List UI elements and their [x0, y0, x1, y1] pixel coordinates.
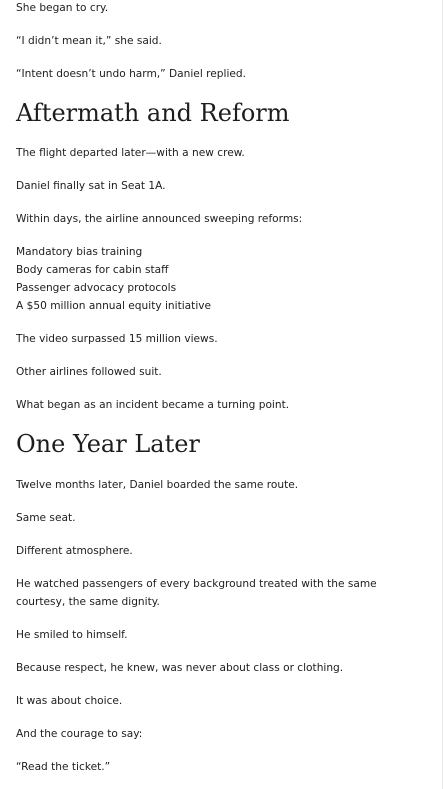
paragraph: Daniel finally sat in Seat 1A.: [16, 180, 166, 192]
paragraph: It was about choice.: [16, 695, 123, 707]
reforms-list: [16, 243, 211, 315]
paragraph: Within days, the airline announced sweeping reforms:: [16, 213, 303, 225]
paragraph: He smiled to himself.: [16, 629, 128, 641]
section-heading-one-year-later: One Year Later: [16, 430, 200, 458]
paragraph: Twelve months later, Daniel boarded the same route.: [16, 479, 299, 491]
paragraph: The flight departed later—with a new crew.: [16, 147, 245, 159]
section-heading-aftermath: Aftermath and Reform: [16, 99, 290, 127]
paragraph: The video surpassed 15 million views.: [16, 333, 218, 345]
paragraph: “Intent doesn’t undo harm,” Daniel replied.: [16, 68, 246, 80]
list-item: Body cameras for cabin staff: [16, 264, 169, 276]
list-item: Mandatory bias training: [16, 246, 143, 258]
paragraph: “I didn’t mean it,” she said.: [16, 35, 162, 47]
list-item: Passenger advocacy protocols: [16, 282, 177, 294]
paragraph: What began as an incident became a turning point.: [16, 399, 290, 411]
paragraph: She began to cry.: [16, 2, 109, 14]
paragraph: And the courage to say:: [16, 728, 143, 740]
paragraph: Other airlines followed suit.: [16, 366, 162, 378]
paragraph: Same seat.: [16, 512, 76, 524]
paragraph: Different atmosphere.: [16, 545, 133, 557]
paragraph: He watched passengers of every background treated with the same courtesy, the same dignity.: [16, 578, 377, 608]
paragraph: “Read the ticket.”: [16, 761, 111, 773]
paragraph: Because respect, he knew, was never about class or clothing.: [16, 662, 344, 674]
list-item: A $50 million annual equity initiative: [16, 300, 212, 312]
